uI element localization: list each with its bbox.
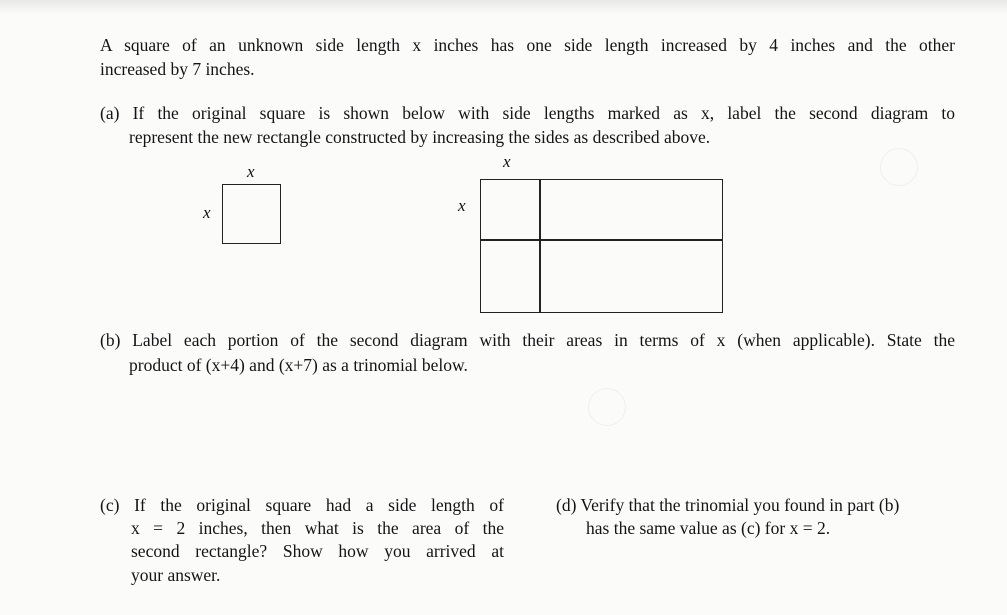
rectangle-side-label: x xyxy=(458,196,466,215)
rectangle-vertical-divider xyxy=(539,179,541,313)
square-side-label: x xyxy=(203,203,211,222)
bleed-through-mark xyxy=(880,148,918,186)
part-b-line-2: product of (x+4) and (x+7) as a trinomial below. xyxy=(129,355,468,375)
new-rectangle xyxy=(480,179,723,313)
part-b-line-1: (b) Label each portion of the second diagram with their areas in terms of x (when applicable). State the xyxy=(100,330,955,350)
part-a-line-2: represent the new rectangle constructed by increasing the sides as described above. xyxy=(129,127,711,147)
intro-line-2: increased by 7 inches. xyxy=(100,59,255,79)
scan-edge-shadow xyxy=(0,0,1007,14)
rectangle-top-label: x xyxy=(503,152,511,171)
part-d-line-1: (d) Verify that the trinomial you found in part (b) xyxy=(556,495,900,515)
part-a-line-1: (a) If the original square is shown below with side lengths marked as x, label the second diagram to xyxy=(100,103,955,123)
part-c-line-3: second rectangle? Show how you arrived at xyxy=(131,541,504,561)
part-c-line-2: x = 2 inches, then what is the area of the xyxy=(131,518,504,538)
square-top-label: x xyxy=(247,162,255,181)
part-d-line-2: has the same value as (c) for x = 2. xyxy=(586,518,831,538)
original-square xyxy=(222,184,281,244)
part-c-line-4: your answer. xyxy=(131,565,221,585)
part-c-line-1: (c) If the original square had a side length of xyxy=(100,495,504,515)
intro-line-1: A square of an unknown side length x inches has one side length increased by 4 inches and the other xyxy=(100,35,955,55)
bleed-through-mark xyxy=(588,388,626,426)
rectangle-horizontal-divider xyxy=(480,239,723,241)
